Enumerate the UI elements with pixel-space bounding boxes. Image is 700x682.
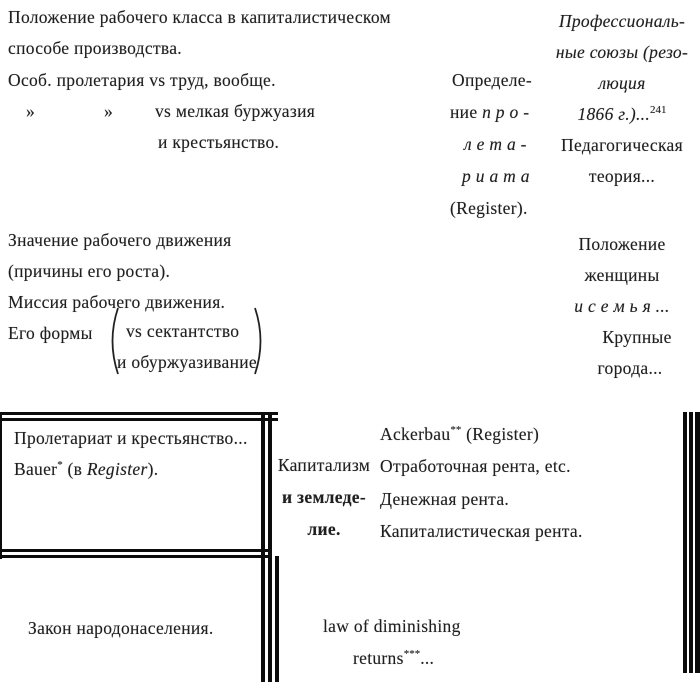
column-trade-unions	[546, 6, 698, 192]
footnote-ref-star: *	[57, 459, 63, 472]
text-line-definition-register: (Register).	[450, 198, 528, 218]
bauer-in: (в	[62, 459, 87, 479]
text-line-embourgeoisement: и обуржуазивание	[117, 352, 257, 372]
rule-mid-double-2	[0, 555, 272, 558]
rule-right-vertical-3	[695, 412, 700, 673]
text-line-unions-1: Профессиональ-	[558, 11, 686, 31]
text-line-unions-2: ные союзы (резо-	[555, 42, 689, 62]
rule-center-vertical-3	[275, 556, 279, 682]
definition-upright: ние	[450, 102, 483, 122]
text-line-capitalism: Капитализм	[277, 455, 371, 475]
rule-center-vertical-1	[261, 412, 265, 682]
text-line-working-class-1: Положение рабочего класса в капиталистическом	[8, 7, 391, 27]
text-line-diminishing-2	[353, 647, 434, 669]
text-line-women-2: женщины	[584, 265, 660, 285]
text-line-vs-sectarianism: vs сектантство	[126, 321, 240, 341]
text-line-bauer-register	[14, 458, 158, 480]
text-line-women-1: Положение	[578, 234, 666, 254]
text-line-labour-rent: Отработочная рента, etc.	[380, 456, 571, 476]
rule-top-double-2	[0, 418, 278, 421]
column-women-cities	[546, 229, 698, 384]
text-line-pedagogical-2: теория...	[588, 166, 656, 186]
text-line-diminishing-1: law of diminishing	[323, 616, 461, 636]
text-line-agriculture-1: и земледе-	[282, 487, 366, 507]
text-line-unions-4	[546, 99, 698, 130]
text-line-proletariat-peasantry: Пролетариат и крестьянство...	[14, 428, 248, 448]
column-capitalism-agriculture	[274, 449, 374, 545]
text-line-definition-2	[450, 101, 529, 123]
ditto-mark-1: »	[26, 101, 36, 121]
ackerbau-register: (Register)	[461, 424, 540, 444]
rule-right-vertical-2	[689, 412, 693, 673]
rule-top-double-1	[0, 412, 278, 415]
text-line-money-rent: Денежная рента.	[380, 489, 510, 509]
text-line-definition-1: Определе-	[452, 70, 532, 90]
text-line-vs-petty-bourgeoisie: vs мелкая буржуазия	[155, 101, 316, 121]
text-line-capitalist-rent: Капиталистическая рента.	[380, 521, 583, 541]
text-line-unions-3: люция	[598, 73, 646, 93]
text-line-movement-causes: (причины его роста).	[8, 261, 171, 281]
unions-1866: 1866 г.)...	[577, 104, 651, 124]
text-line-ackerbau	[380, 423, 539, 445]
text-line-family: и с е м ь я ...	[574, 296, 670, 316]
bauer-name: Bauer	[14, 459, 58, 479]
footnote-ref-double-star: **	[450, 424, 462, 437]
rule-mid-double-1	[0, 549, 272, 552]
ackerbau-word: Ackerbau	[380, 424, 451, 444]
text-line-movement-mission: Миссия рабочего движения.	[8, 292, 226, 312]
text-line-definition-4: р и а т а	[462, 166, 530, 186]
text-line-working-class-2: способе производства.	[8, 38, 182, 58]
rule-center-vertical-2	[268, 412, 272, 682]
big-parenthesis-right-icon	[251, 306, 269, 376]
rule-left-edge	[0, 412, 2, 559]
text-line-agriculture-2: лие.	[307, 519, 341, 539]
returns-word: returns	[353, 648, 404, 668]
returns-ellipsis: ...	[420, 648, 435, 668]
text-line-pedagogical-1: Педагогическая	[561, 135, 683, 155]
text-line-and-peasantry: и крестьянство.	[158, 132, 280, 152]
definition-italic-pro: п р о -	[482, 102, 530, 122]
bauer-register-italic: Register	[86, 459, 148, 479]
text-line-definition-3: л е т а -	[464, 134, 527, 154]
footnote-ref-triple-star: ***	[403, 648, 421, 661]
big-parenthesis-left-icon	[104, 306, 122, 376]
rule-right-vertical-1	[683, 412, 687, 673]
text-line-big-cities-2: города...	[597, 358, 663, 378]
bauer-period: ).	[147, 459, 159, 479]
footnote-ref-241: 241	[650, 104, 667, 117]
text-line-big-cities-1: Крупные	[602, 327, 672, 347]
text-line-movement-significance: Значение рабочего движения	[8, 230, 232, 250]
text-line-proletarian-vs-labour: Особ. пролетария vs труд, вообще.	[8, 70, 276, 90]
text-line-movement-forms: Его формы	[8, 323, 93, 343]
text-line-population-law: Закон народонаселения.	[28, 618, 214, 638]
ditto-mark-2: »	[104, 101, 114, 121]
